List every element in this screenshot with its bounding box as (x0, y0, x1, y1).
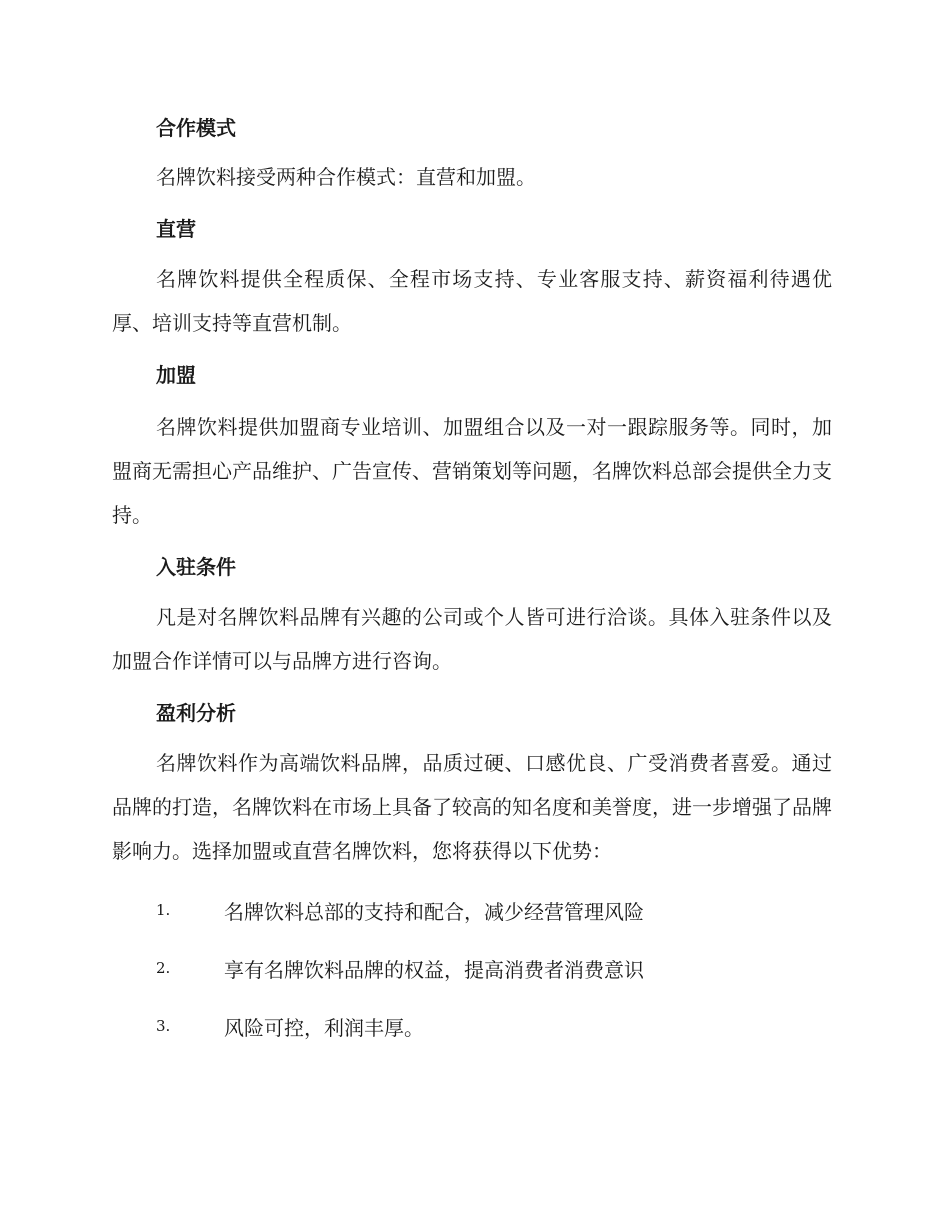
list-item (112, 997, 832, 1055)
heading-entry-conditions: 入驻条件 (156, 555, 236, 579)
list-text: 风险可控，利润丰厚。 (224, 1015, 424, 1040)
heading-coop-mode: 合作模式 (156, 116, 236, 140)
list-number: 2. (156, 959, 171, 977)
list-item (112, 939, 832, 997)
para-entry-conditions: 凡是对名牌饮料品牌有兴趣的公司或个人皆可进行洽谈。具体入驻条件以及加盟合作详情可以与品牌方进行咨询。 (112, 605, 832, 673)
para-profit-analysis: 名牌饮料作为高端饮料品牌，品质过硬、口感优良、广受消费者喜爱。通过品牌的打造，名牌饮料在市场上具备了较高的知名度和美誉度，进一步增强了品牌影响力。选择加盟或直营名牌饮料，您将获得以下优势： (112, 751, 832, 863)
heading-franchise: 加盟 (156, 363, 196, 387)
heading-profit-analysis: 盈利分析 (156, 701, 236, 725)
advantages-list (112, 881, 832, 1055)
para-coop-mode: 名牌饮料接受两种合作模式：直营和加盟。 (156, 165, 536, 189)
list-number: 1. (156, 901, 171, 919)
list-number: 3. (156, 1017, 171, 1035)
list-text: 享有名牌饮料品牌的权益，提高消费者消费意识 (224, 957, 644, 982)
document-page (112, 110, 832, 1055)
para-franchise: 名牌饮料提供加盟商专业培训、加盟组合以及一对一跟踪服务等。同时，加盟商无需担心产品维护、广告宣传、营销策划等问题，名牌饮料总部会提供全力支持。 (112, 415, 832, 527)
para-direct: 名牌饮料提供全程质保、全程市场支持、专业客服支持、薪资福利待遇优厚、培训支持等直营机制。 (112, 267, 832, 335)
heading-direct: 直营 (156, 217, 196, 241)
list-item (112, 881, 832, 939)
list-text: 名牌饮料总部的支持和配合，减少经营管理风险 (224, 899, 644, 924)
